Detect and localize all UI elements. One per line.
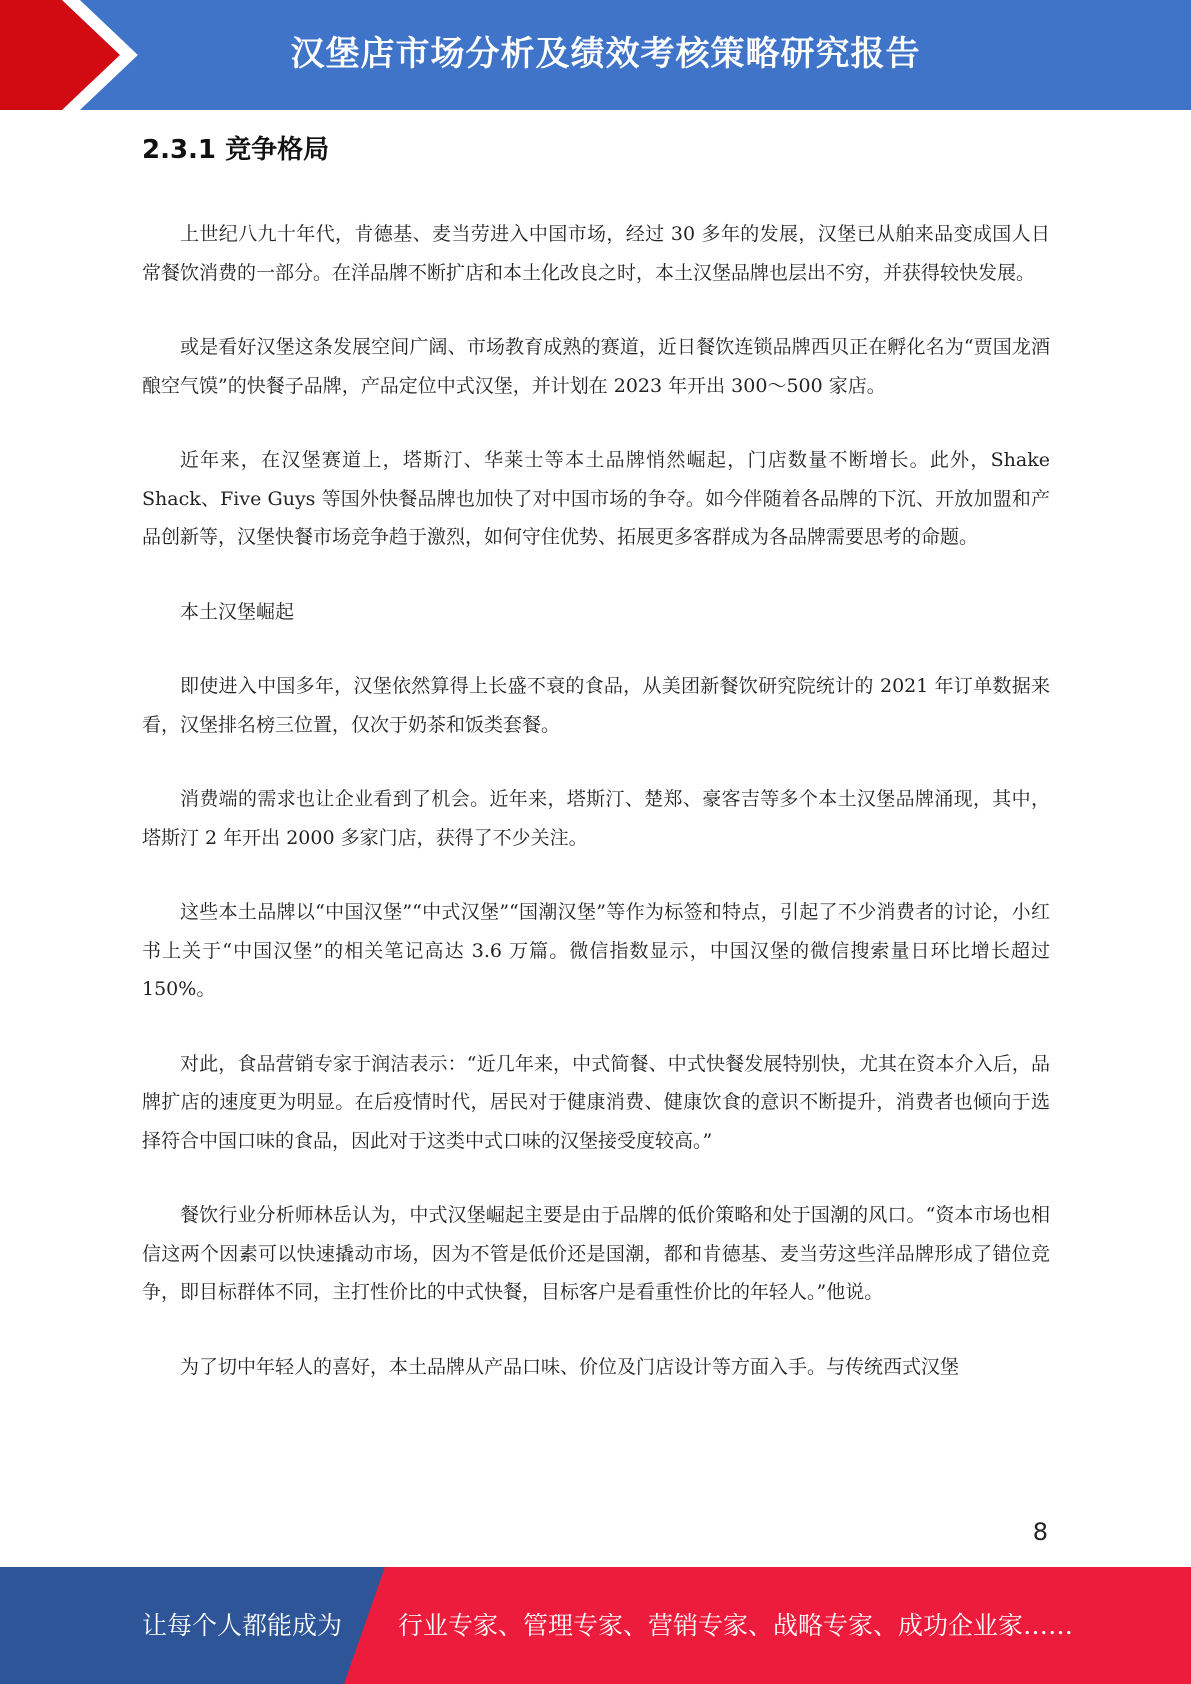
paragraph: 近年来，在汉堡赛道上，塔斯汀、华莱士等本土品牌悄然崛起，门店数量不断增长。此外，Shake Shack、Five Guys 等国外快餐品牌也加快了对中国市场的争夺。如今伴随着各品牌的下沉、开放加盟和产品创新等，汉堡快餐市场竞争趋于激烈，如何守住优势、拓展更多客群成为各品牌需要思考的命题。 (142, 449, 1050, 548)
paragraph: 餐饮行业分析师林岳认为，中式汉堡崛起主要是由于品牌的低价策略和处于国潮的风口。“资本市场也相信这两个因素可以快速撬动市场，因为不管是低价还是国潮，都和肯德基、麦当劳这些洋品牌形成了错位竞争，即目标群体不同，主打性价比的中式快餐，目标客户是看重性价比的年轻人。”他说。 (142, 1204, 1050, 1303)
paragraph: 上世纪八九十年代，肯德基、麦当劳进入中国市场，经过 30 多年的发展，汉堡已从舶来品变成国人日常餐饮消费的一部分。在洋品牌不断扩店和本土化改良之时，本土汉堡品牌也层出不穷，并获得较快发展。 (142, 223, 1050, 284)
paragraph: 即使进入中国多年，汉堡依然算得上长盛不衰的食品，从美团新餐饮研究院统计的 2021 年订单数据来看，汉堡排名榜三位置，仅次于奶茶和饭类套餐。 (142, 675, 1050, 736)
footer-slogan-left: 让每个人都能成为 (142, 1611, 343, 1640)
section-heading: 2.3.1 竞争格局 (142, 135, 330, 165)
report-title: 汉堡店市场分析及绩效考核策略研究报告 (290, 34, 921, 74)
paragraph: 消费端的需求也让企业看到了机会。近年来，塔斯汀、楚郑、豪客吉等多个本土汉堡品牌涌现，其中，塔斯汀 2 年开出 2000 多家门店，获得了不少关注。 (142, 788, 1050, 849)
page-footer (0, 1567, 1191, 1684)
paragraph: 对此，食品营销专家于润洁表示：“近几年来，中式简餐、中式快餐发展特别快，尤其在资本介入后，品牌扩店的速度更为明显。在后疫情时代，居民对于健康消费、健康饮食的意识不断提升，消费者也倾向于选择符合中国口味的食品，因此对于这类中式口味的汉堡接受度较高。” (142, 1052, 1050, 1152)
page-number: 8 (1032, 1518, 1048, 1546)
page-header (0, 0, 1191, 110)
paragraph: 或是看好汉堡这条发展空间广阔、市场教育成熟的赛道，近日餐饮连锁品牌西贝正在孵化名为“贾国龙酒酿空气馍”的快餐子品牌，产品定位中式汉堡，并计划在 2023 年开出 300～500 家店。 (142, 336, 1050, 397)
document-body (142, 130, 1050, 1386)
paragraph: 为了切中年轻人的喜好，本土品牌从产品口味、价位及门店设计等方面入手。与传统西式汉堡 (180, 1355, 960, 1378)
subheading-paragraph: 本土汉堡崛起 (180, 600, 295, 623)
footer-slogan-right: 行业专家、管理专家、营销专家、战略专家、成功企业家…… (398, 1611, 1074, 1640)
paragraph: 这些本土品牌以“中国汉堡”“中式汉堡”“国潮汉堡”等作为标签和特点，引起了不少消费者的讨论，小红书上关于“中国汉堡”的相关笔记高达 3.6 万篇。微信指数显示，中国汉堡的微信搜索量日环比增长超过 150%。 (142, 901, 1050, 1000)
